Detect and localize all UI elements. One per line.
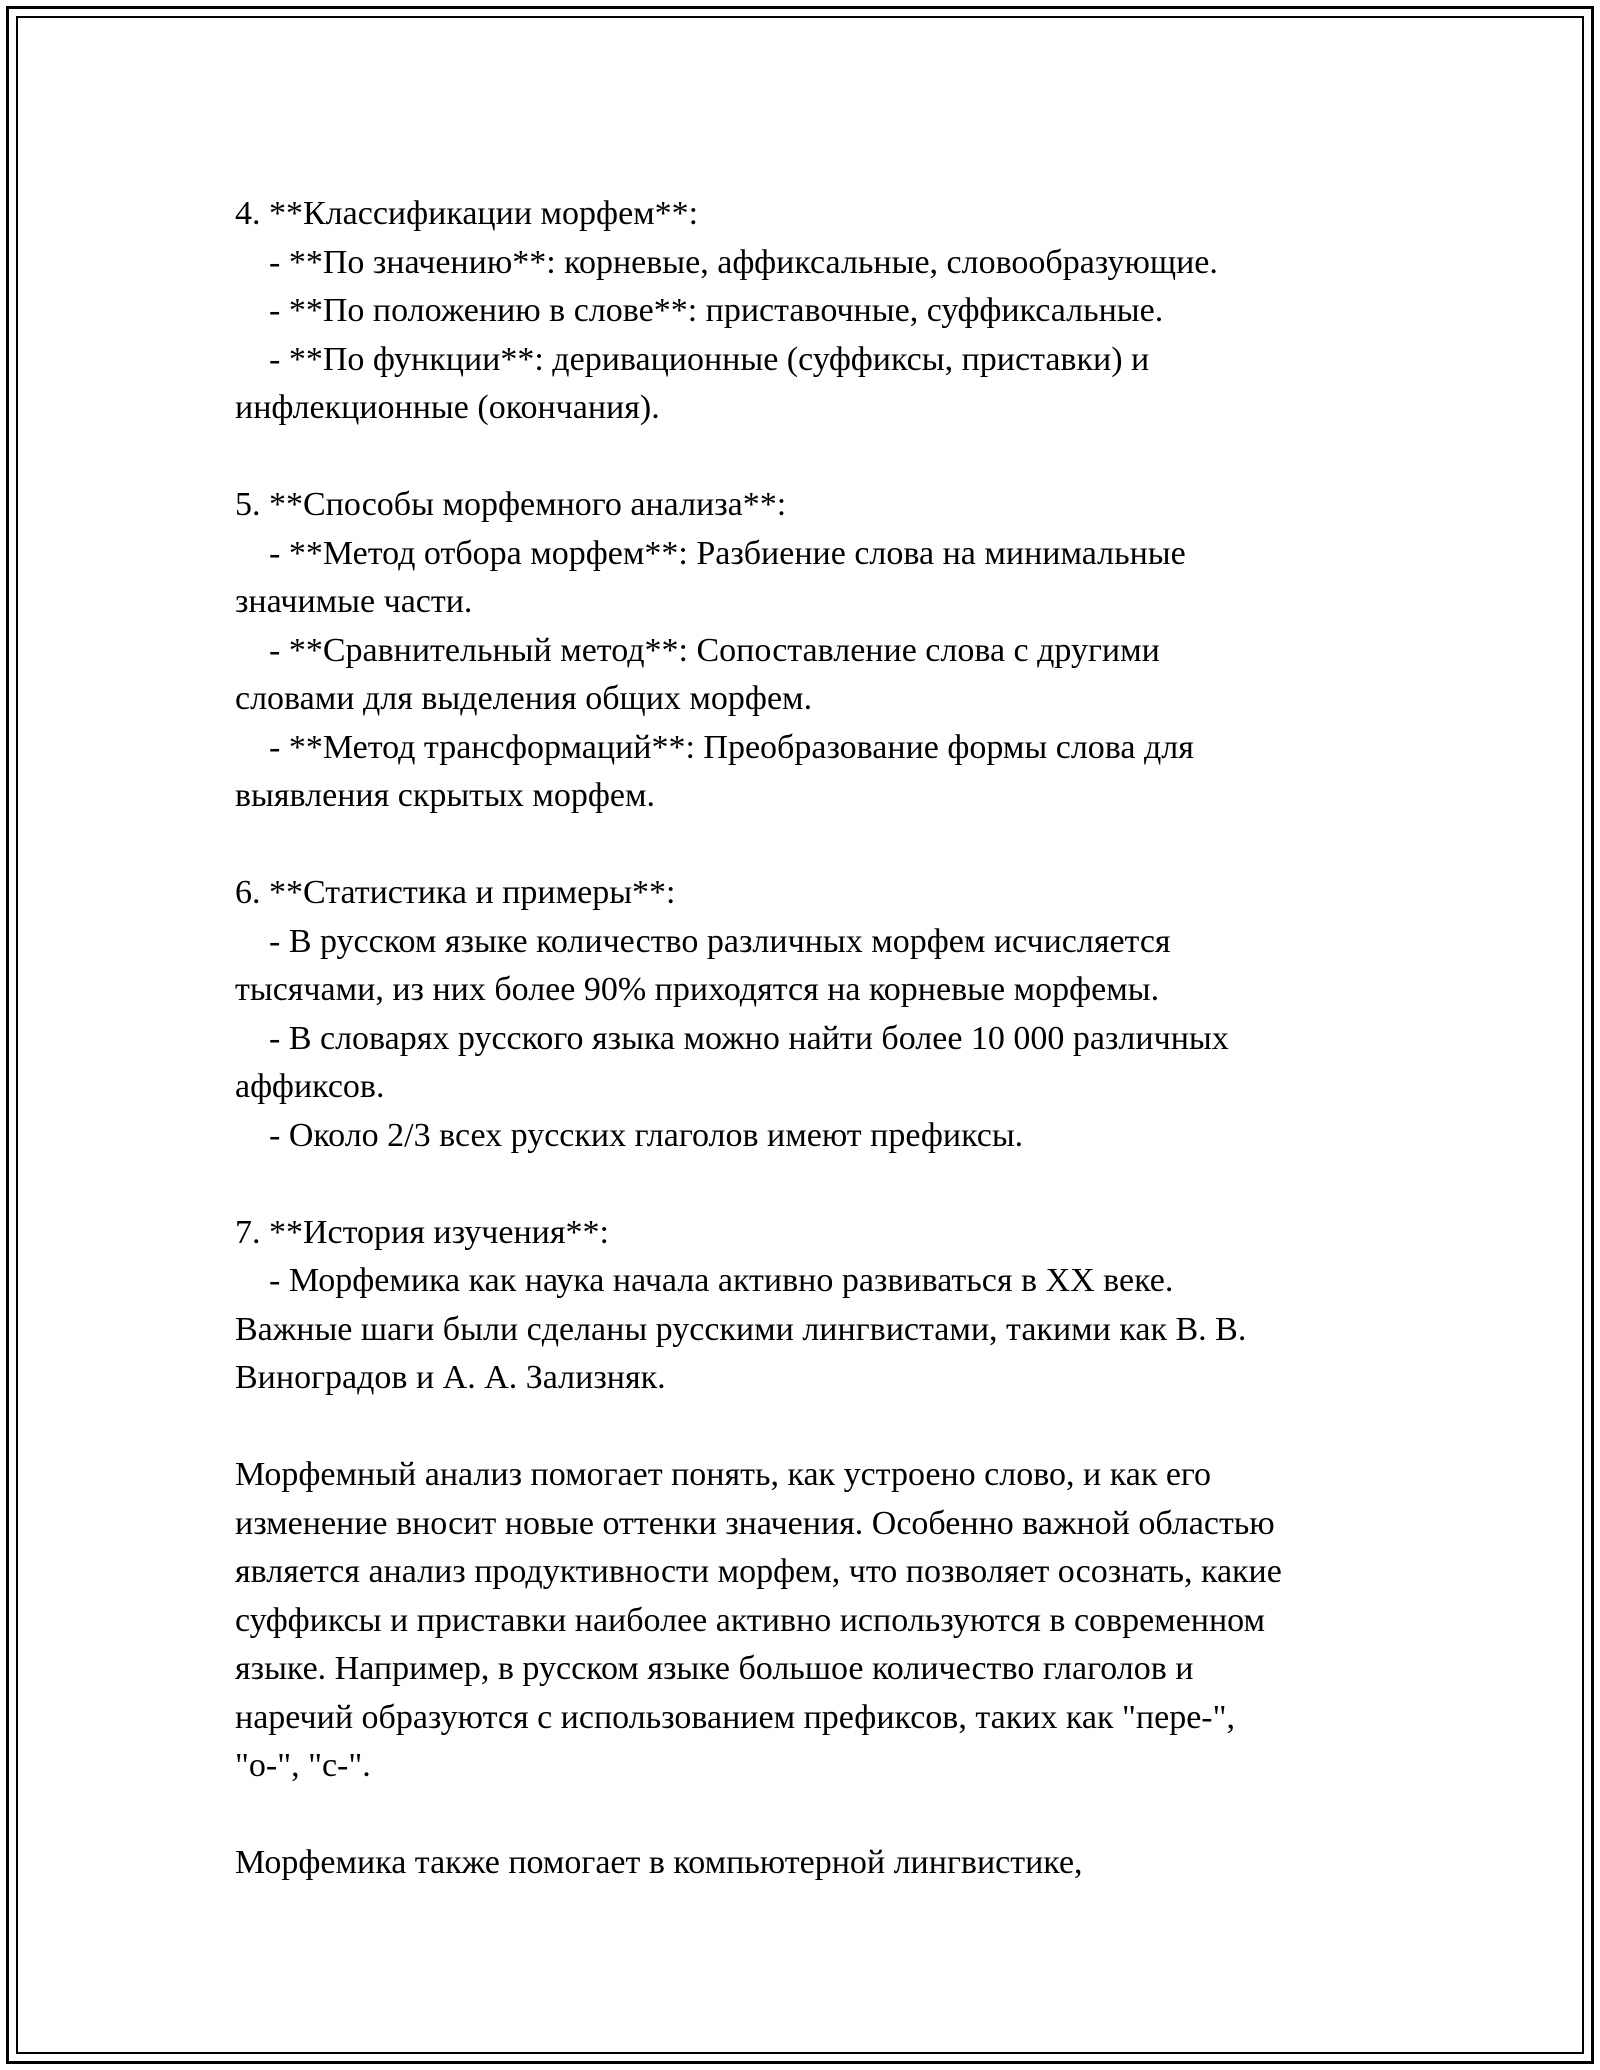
spacer [235, 821, 1375, 870]
body-paragraph: Морфемика также помогает в компьютерной лингвистике, [235, 1844, 1083, 1881]
list-item: - **Сравнительный метод**: Сопоставление слова с другими словами для выделения общих морфем. [235, 631, 1160, 717]
list-item: - В русском языке количество различных морфем исчисляется тысячами, из них более 90% приходятся на корневые морфемы. [235, 922, 1171, 1008]
list-item: - **По значению**: корневые, аффиксальные, словообразующие. [235, 243, 1218, 281]
section-5 [235, 481, 1375, 821]
section-4 [235, 190, 1375, 433]
spacer [235, 433, 1375, 482]
section-heading: 7. **История изучения**: [235, 1213, 609, 1251]
section-7 [235, 1209, 1375, 1403]
section-heading: 5. **Способы морфемного анализа**: [235, 486, 787, 523]
list-item: - **По функции**: деривационные (суффиксы, приставки) и инфлекционные (окончания). [235, 340, 1150, 426]
document-body [235, 190, 1375, 1888]
body-paragraph: Морфемный анализ помогает понять, как устроено слово, и как его изменение вносит новые оттенки значения. Особенно важной областью является анализ продуктивности морфем, что позволяет осознать, какие суффиксы и приставки наиболее активно используются в современном языке. Например, в русском языке большое количество глаголов и наречий образуются с использованием префиксов, таких как "пере-", "о-", "с-". [235, 1456, 1282, 1784]
list-item: - **Метод отбора морфем**: Разбиение слова на минимальные значимые части. [235, 534, 1186, 620]
spacer [235, 1160, 1375, 1209]
spacer [235, 1403, 1375, 1452]
list-item: - В словарях русского языка можно найти более 10 000 различных аффиксов. [235, 1019, 1229, 1105]
list-item: - **Метод трансформаций**: Преобразование формы слова для выявления скрытых морфем. [235, 728, 1194, 814]
list-item: - **По положению в слове**: приставочные, суффиксальные. [235, 292, 1164, 329]
section-6 [235, 869, 1375, 1160]
section-heading: 6. **Статистика и примеры**: [235, 874, 676, 911]
list-item: - Морфемика как наука начала активно развиваться в XX веке. Важные шаги были сделаны русскими лингвистами, такими как В. В. Виноградов и А. А. Зализняк. [235, 1262, 1247, 1396]
section-heading: 4. **Классификации морфем**: [235, 195, 699, 232]
spacer [235, 1791, 1375, 1840]
list-item: - Около 2/3 всех русских глаголов имеют префиксы. [235, 1116, 1024, 1154]
